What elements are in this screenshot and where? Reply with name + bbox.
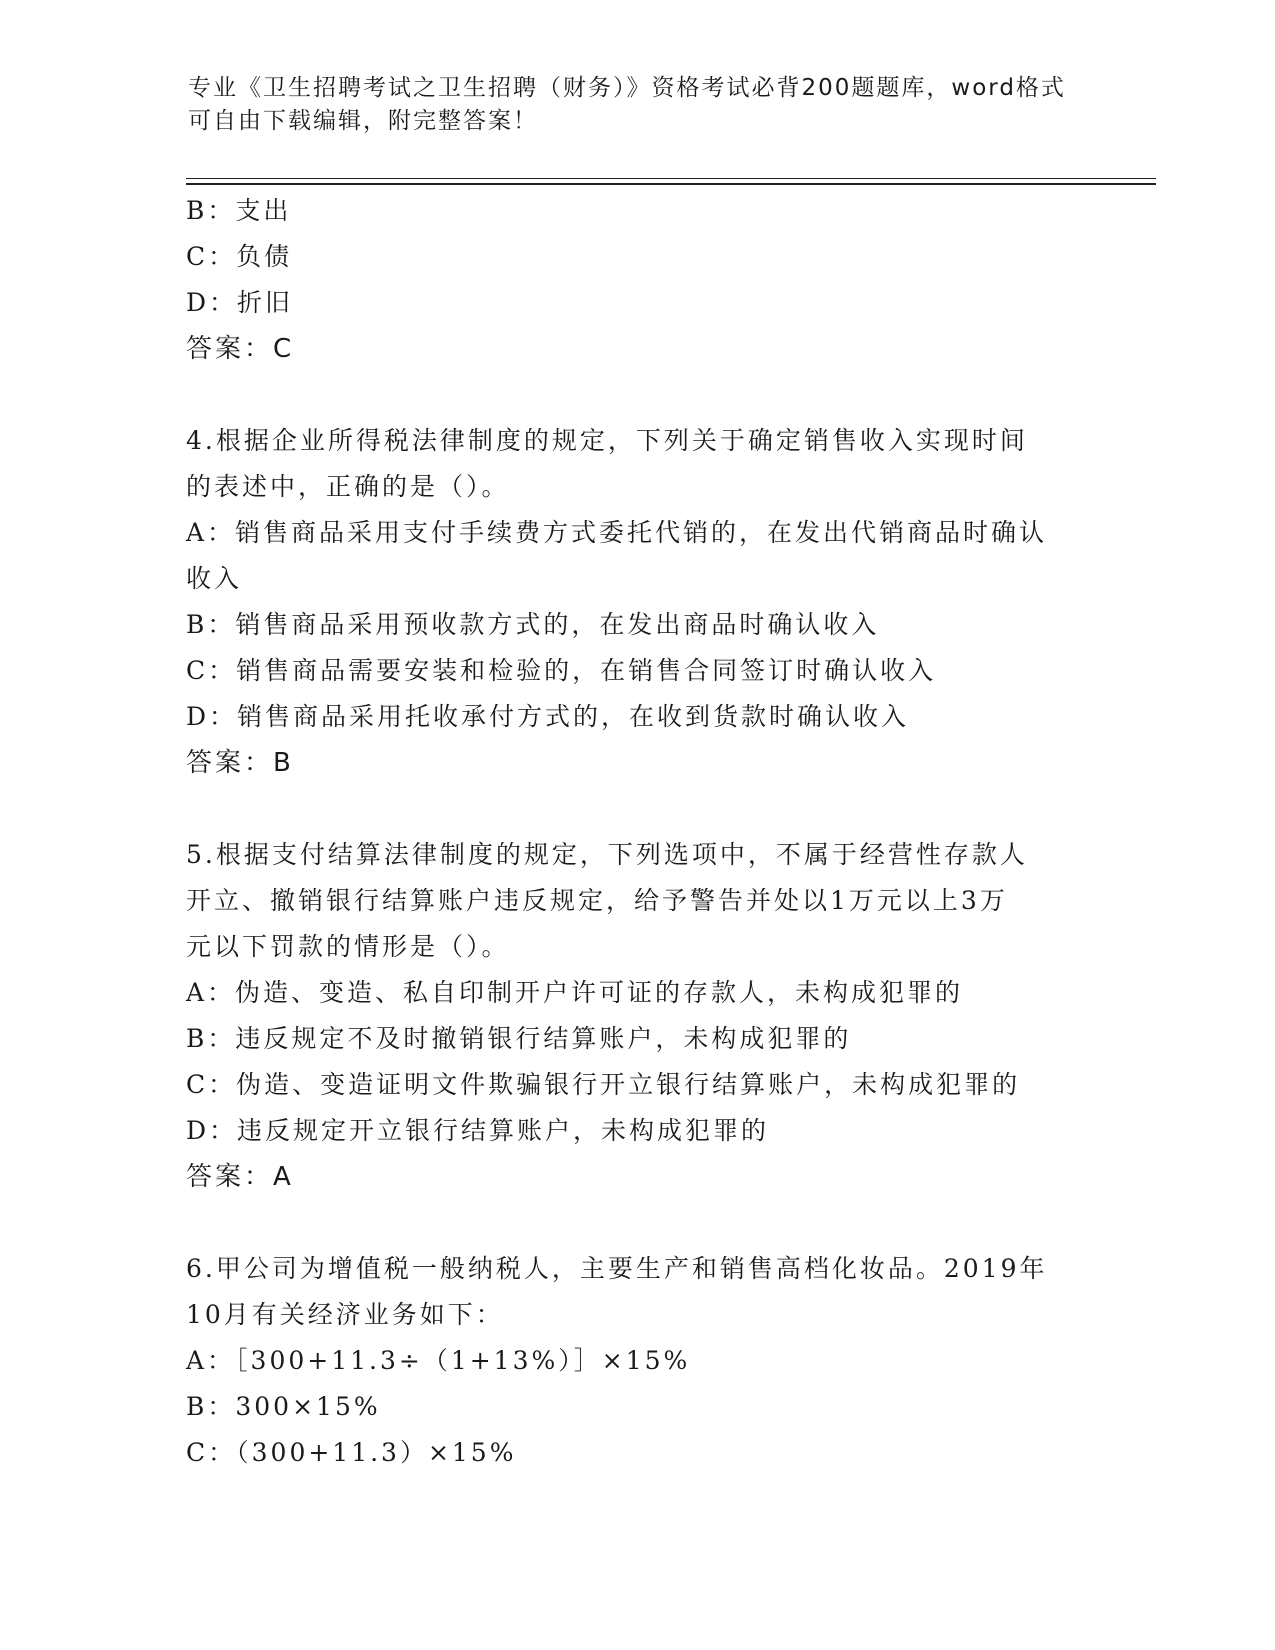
document-body <box>186 188 1086 1476</box>
q4-option-d: D：销售商品采用托收承付方式的，在收到货款时确认收入 <box>186 702 910 731</box>
q4-option-a-line-1: A：销售商品采用支付手续费方式委托代销的，在发出代销商品时确认 <box>186 518 1048 547</box>
q4-answer: 答案：B <box>186 748 294 778</box>
q5-option-b: B：违反规定不及时撤销银行结算账户，未构成犯罪的 <box>186 1024 852 1053</box>
q6-option-c: C：（300+11.3）×15% <box>186 1438 517 1467</box>
q5-stem-line-1: 5.根据支付结算法律制度的规定，下列选项中，不属于经营性存款人 <box>186 840 1028 869</box>
q5-option-d: D：违反规定开立银行结算账户，未构成犯罪的 <box>186 1116 770 1145</box>
q6-stem-line-2: 10月有关经济业务如下： <box>186 1300 504 1329</box>
spacer <box>186 786 1086 832</box>
q3-option-c: C：负债 <box>186 242 293 271</box>
q5-option-a: A：伪造、变造、私自印制开户许可证的存款人，未构成犯罪的 <box>186 978 964 1007</box>
q3-answer: 答案：C <box>186 334 295 364</box>
spacer <box>186 372 1086 418</box>
q5-stem-line-2: 开立、撤销银行结算账户违反规定，给予警告并处以1万元以上3万 <box>186 886 1008 915</box>
header-divider-thick <box>186 183 1156 185</box>
header-line-1: 专业《卫生招聘考试之卫生招聘（财务）》资格考试必背200题题库，word格式 <box>188 75 1066 101</box>
q4-stem-line-1: 4.根据企业所得税法律制度的规定，下列关于确定销售收入实现时间 <box>186 426 1028 455</box>
spacer <box>186 1200 1086 1246</box>
header-divider-thin <box>186 178 1156 179</box>
q6-option-a: A：［300+11.3÷（1+13%）］×15% <box>186 1346 691 1375</box>
q5-answer: 答案：A <box>186 1162 294 1192</box>
q4-stem-line-2: 的表述中，正确的是（）。 <box>186 472 510 501</box>
q4-option-b: B：销售商品采用预收款方式的，在发出商品时确认收入 <box>186 610 880 639</box>
q3-option-b: B：支出 <box>186 196 292 225</box>
document-header <box>188 72 1088 138</box>
q4-option-a-line-2: 收入 <box>186 564 243 593</box>
header-line-2: 可自由下载编辑，附完整答案！ <box>188 108 538 134</box>
q6-stem-line-1: 6.甲公司为增值税一般纳税人，主要生产和销售高档化妆品。2019年 <box>186 1254 1048 1283</box>
q4-option-c: C：销售商品需要安装和检验的，在销售合同签订时确认收入 <box>186 656 937 685</box>
q3-option-d: D：折旧 <box>186 288 294 317</box>
q6-option-b: B：300×15% <box>186 1392 381 1421</box>
q5-stem-line-3: 元以下罚款的情形是（）。 <box>186 932 510 961</box>
q5-option-c: C：伪造、变造证明文件欺骗银行开立银行结算账户，未构成犯罪的 <box>186 1070 1021 1099</box>
